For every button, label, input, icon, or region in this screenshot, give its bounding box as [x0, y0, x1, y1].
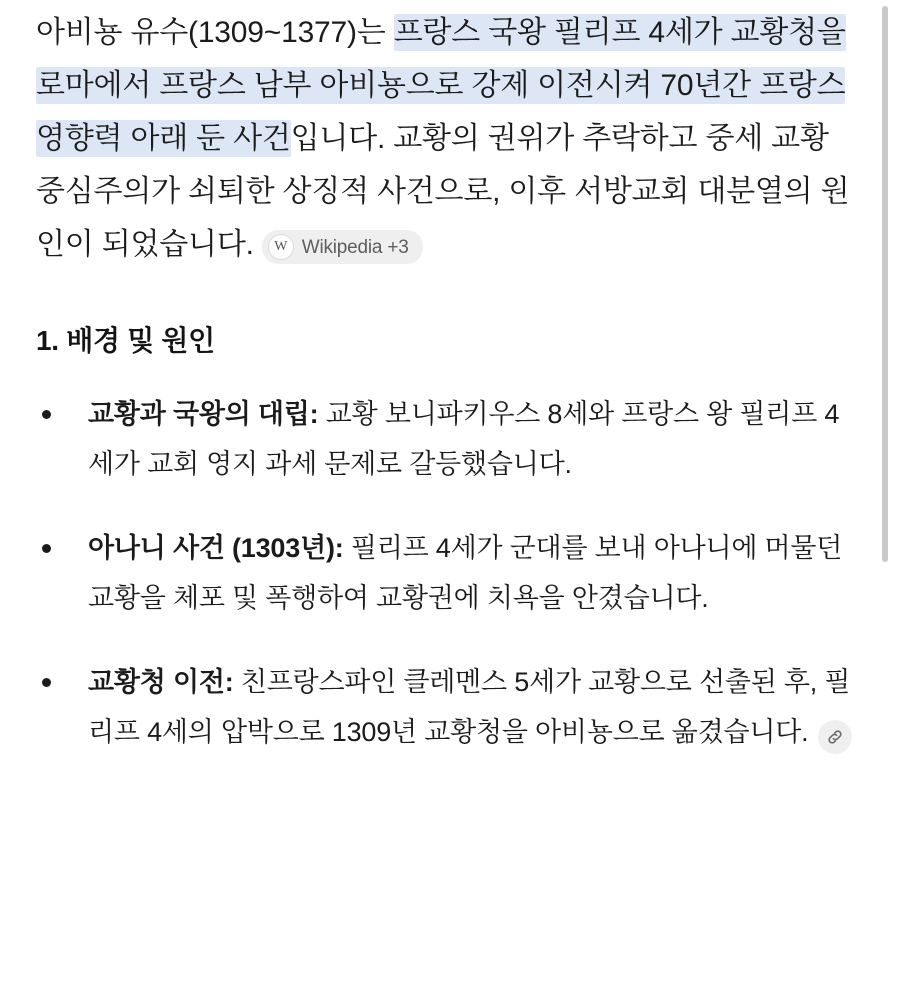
bullet-dot-icon	[42, 410, 51, 419]
list-item-text: 필리프 4세가 군대를 보내 아나니에 머물던 교황을 체포 및 폭행하여 교황권에 치욕을 안겼습니다.	[88, 533, 843, 613]
bullet-list	[36, 389, 856, 757]
section-heading: 1. 배경 및 원인	[36, 325, 215, 356]
intro-paragraph	[36, 0, 856, 271]
list-item-lead: 아나니 사건 (1303년):	[88, 533, 344, 563]
scrollbar-track[interactable]	[888, 0, 894, 982]
bullet-dot-icon	[42, 544, 51, 553]
scrollbar-thumb[interactable]	[882, 6, 888, 562]
intro-text-after: 입니다. 교황의 권위가 추락하고 중세 교황 중심주의가 쇠퇴한 상징적 사건으로, 이후 서방교회 대분열의 원인이 되었습니다.	[36, 122, 850, 261]
list-item	[36, 523, 856, 623]
bullet-dot-icon	[42, 678, 51, 687]
citation-chip[interactable]	[262, 230, 423, 264]
intro-text-before: 아비뇽 유수(1309~1377)는	[36, 16, 394, 49]
list-item-lead: 교황과 국왕의 대립:	[88, 399, 319, 429]
citation-label: Wikipedia +3	[301, 236, 409, 258]
highlighted-text[interactable]: 프랑스 국왕 필리프 4세가 교황청을 로마에서 프랑스 남부 아비뇽으로 강제 이전시켜 70년간 프랑스 영향력 아래 둔 사건	[36, 16, 846, 155]
list-item-lead: 교황청 이전:	[88, 667, 234, 697]
link-icon[interactable]	[818, 720, 852, 754]
list-item	[36, 389, 856, 489]
list-item	[36, 657, 856, 757]
list-item-text: 교황 보니파키우스 8세와 프랑스 왕 필리프 4세가 교회 영지 과세 문제로 갈등했습니다.	[88, 399, 840, 479]
wikipedia-favicon: W	[268, 234, 294, 260]
list-item-text: 친프랑스파인 클레멘스 5세가 교황으로 선출된 후, 필리프 4세의 압박으로 1309년 교황청을 아비뇽으로 옮겼습니다.	[88, 667, 851, 747]
